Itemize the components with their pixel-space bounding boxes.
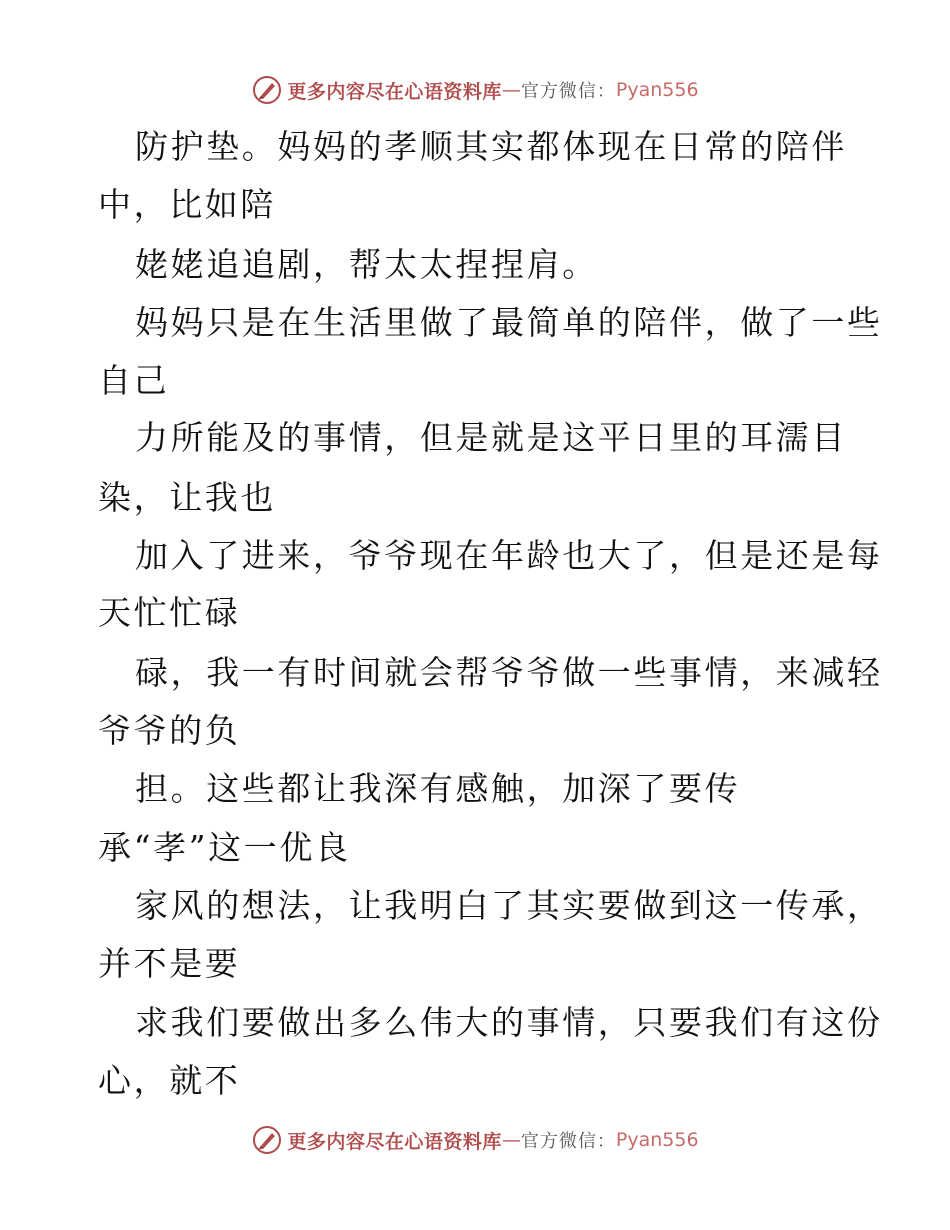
text-line: 染，让我也 [98, 478, 276, 517]
text-line: 天忙忙碌 [98, 593, 241, 632]
text-line: 承“孝”这一优良 [98, 828, 351, 867]
header-wechat-id: Pyan556 [615, 79, 699, 101]
text-line: 家风的想法，让我明白了其实要做到这一传承， [135, 886, 883, 925]
text-line: 爷爷的负 [98, 711, 241, 750]
footer-dash: — [501, 1129, 521, 1151]
text-line: 力所能及的事情，但是就是这平日里的耳濡目 [135, 418, 847, 457]
text-line: 妈妈只是在生活里做了最简单的陪伴，做了一些 [135, 303, 883, 342]
text-line: 姥姥追追剧，帮太太捏捏肩。 [135, 245, 598, 284]
text-line: 心，就不 [98, 1061, 241, 1100]
text-line: 并不是要 [98, 944, 241, 983]
text-line: 求我们要做出多么伟大的事情，只要我们有这份 [135, 1003, 883, 1042]
text-line: 加入了进来，爷爷现在年龄也大了，但是还是每 [135, 536, 883, 575]
quill-logo-icon [251, 1124, 283, 1156]
text-line: 担。这些都让我深有感触，加深了要传 [135, 769, 741, 808]
footer-site-text: 更多内容尽在心语资料库 [287, 1130, 502, 1153]
footer-banner [0, 1120, 950, 1160]
footer-wechat-label: 官方微信： [520, 1131, 616, 1152]
header-banner [0, 70, 950, 110]
header-dash: — [501, 79, 521, 101]
header-wechat-label: 官方微信： [520, 81, 616, 102]
header-site-text: 更多内容尽在心语资料库 [287, 80, 502, 103]
footer-wechat-id: Pyan556 [615, 1129, 699, 1151]
quill-logo-icon [251, 74, 283, 106]
text-line: 碌，我一有时间就会帮爷爷做一些事情，来减轻 [135, 653, 883, 692]
text-line: 中，比如陪 [98, 185, 276, 224]
text-line: 自己 [98, 361, 170, 400]
text-line: 防护垫。妈妈的孝顺其实都体现在日常的陪伴 [135, 127, 847, 166]
